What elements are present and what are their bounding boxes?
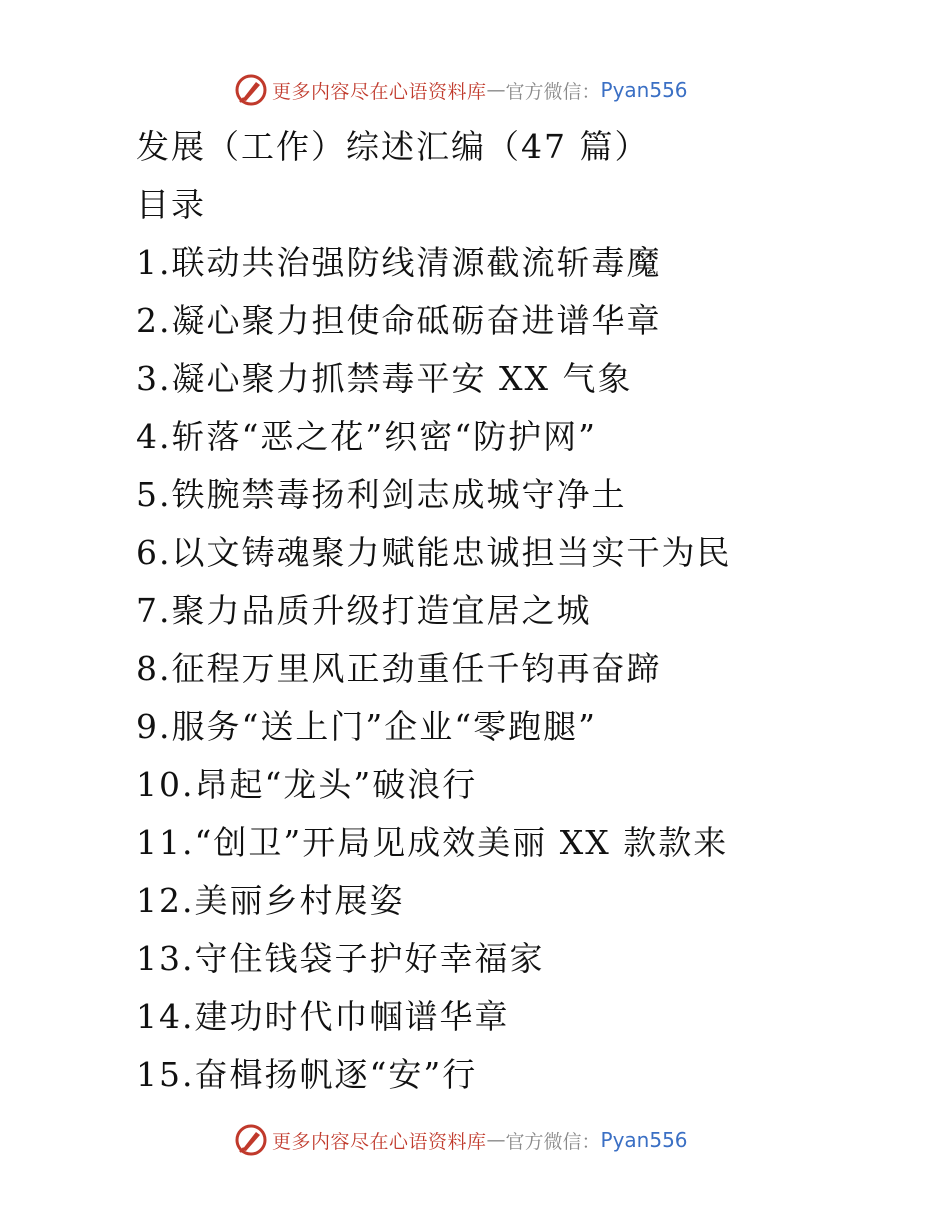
watermark-site-text: 更多内容尽在心语资料库 [272, 1130, 487, 1153]
toc-item: 15.奋楫扬帆逐“安”行 [136, 1055, 478, 1094]
toc-item: 14.建功时代巾帼谱华章 [136, 997, 510, 1036]
watermark-dash: — [486, 1129, 506, 1151]
toc-item: 8.征程万里风正劲重任千钧再奋蹄 [136, 649, 662, 688]
document-title: 发展（工作）综述汇编（47 篇） [136, 127, 650, 166]
footer-watermark [234, 1122, 688, 1158]
feather-pen-logo-icon [234, 1123, 268, 1157]
watermark-dash: — [486, 79, 506, 101]
watermark-wechat-id: Pyan556 [600, 1128, 688, 1152]
header-watermark [234, 72, 688, 108]
toc-item: 4.斩落“恶之花”织密“防护网” [136, 417, 597, 456]
watermark-wechat-id: Pyan556 [600, 78, 688, 102]
toc-list [136, 234, 916, 1104]
document-body [136, 118, 916, 1104]
toc-item: 12.美丽乡村展姿 [136, 881, 405, 920]
toc-item: 2.凝心聚力担使命砥砺奋进谱华章 [136, 301, 662, 340]
toc-heading: 目录 [136, 185, 206, 224]
watermark-wechat-label: 官方微信： [505, 80, 601, 103]
feather-pen-logo-icon [234, 73, 268, 107]
toc-item: 7.聚力品质升级打造宜居之城 [136, 591, 592, 630]
toc-item: 10.昂起“龙头”破浪行 [136, 765, 478, 804]
toc-item: 11.“创卫”开局见成效美丽 XX 款款来 [136, 823, 729, 862]
watermark-site-text: 更多内容尽在心语资料库 [272, 80, 487, 103]
toc-item: 6.以文铸魂聚力赋能忠诚担当实干为民 [136, 533, 732, 572]
toc-item: 5.铁腕禁毒扬利剑志成城守净土 [136, 475, 627, 514]
watermark-wechat-label: 官方微信： [505, 1130, 601, 1153]
toc-item: 13.守住钱袋子护好幸福家 [136, 939, 545, 978]
toc-item: 1.联动共治强防线清源截流斩毒魔 [136, 243, 662, 282]
toc-item: 9.服务“送上门”企业“零跑腿” [136, 707, 597, 746]
toc-item: 3.凝心聚力抓禁毒平安 XX 气象 [136, 359, 633, 398]
